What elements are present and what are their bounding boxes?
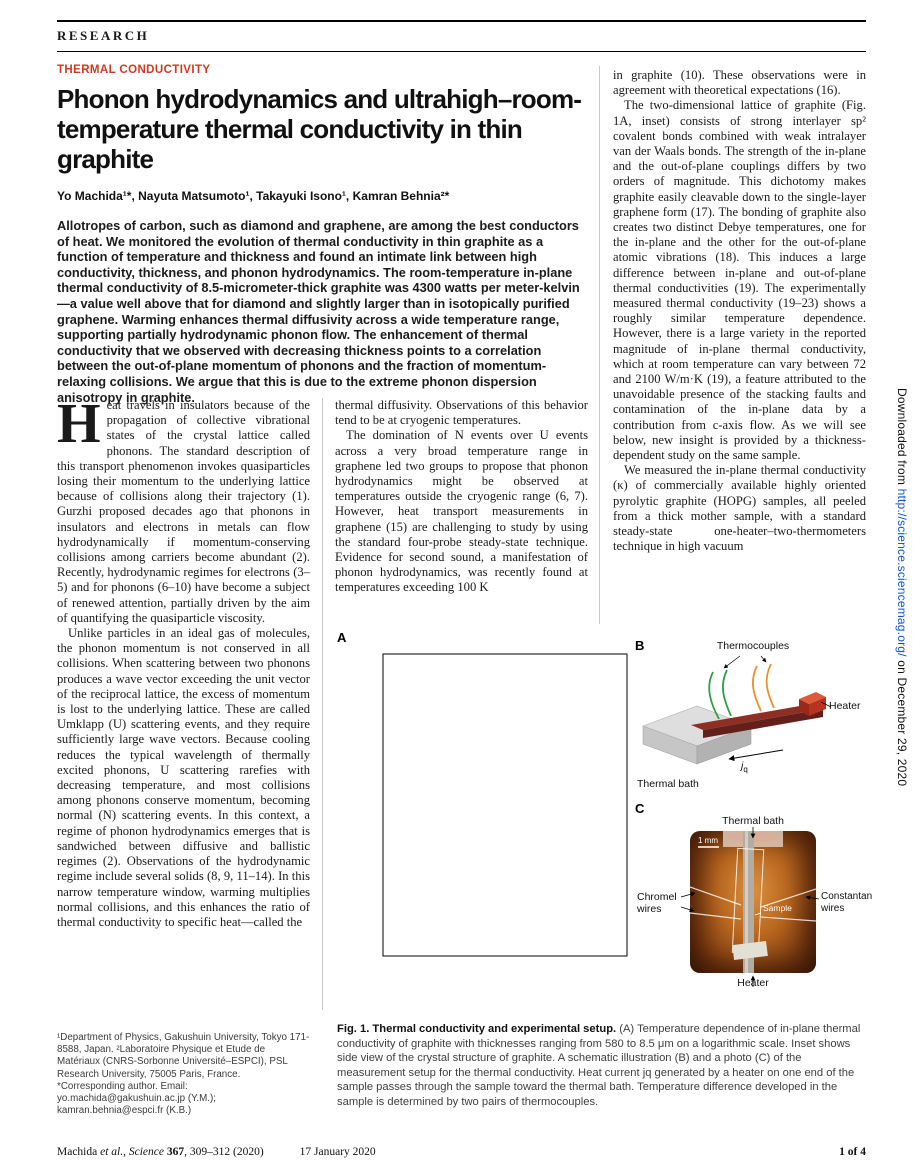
thermal-conductivity-chart (337, 644, 632, 1002)
thermocouples-arrow (761, 656, 766, 662)
heat-current-label (741, 760, 748, 776)
sample-label: Sample (763, 903, 792, 913)
caption-body: (A) Temperature dependence of in-plane thermal conductivity of graphite with thicknesses ranging from 580 to 8.5 μm on a logarithmic scale. Inset shows side view of the crystal structure of graphite. A schematic illustration (B) and a photo (C) of the measurement setup for the thermal conductivity. Heat current jq generated by a heater on one end of the sample passes through the sample toward the thermal bath. Temperature difference developed in the sample is determined by two pairs of thermocouples. (337, 1023, 861, 1108)
citation-etal: et al. (100, 1146, 124, 1158)
thermocouples-label: Thermocouples (716, 640, 790, 652)
citation-date: 17 January 2020 (299, 1146, 376, 1158)
chromel-wires-label: Chromel wires (637, 891, 677, 915)
body-paragraph: The two-dimensional lattice of graphite (Fig. 1A, inset) consists of strong interlayer sp² covalent bonds combined with weak intralayer van der Waals bonds. The strength of the in-plane and the out-of-plane couplings differs by two orders of magnitude. This dichotomy makes graphite easily cleavable down to the single-layer graphene form (17). The bonding of graphite also creates two distinct Debye temperatures, one for the in-plane and the other for the out-of-plane atomic vibrations (18). This induces a large difference between in-plane and out-of-plane thermal conductivities (19). The experimentally measured thermal conductivity (19–23) shows a roughly similar temperature dependence. However, there is a large variety in the reported magnitude of in-plane thermal conductivity, which at room temperature can vary between 72 and 2100 W/m·K (19), a feature attributed to the unavoidable presence of the stacking faults and contamination of the in-plane data by a contribution from c-axis flow. As we will see below, new insight is provided by a thickness-dependent study on the same sample. (613, 98, 866, 463)
panel-a-chart-wrap (337, 644, 632, 1004)
body-paragraph: The domination of N events over U events across a very broad temperature range in graphene led two groups to propose that phonon hydrodynamics might be observed at temperatures outside the cryogenic range (6, 7). However, heat transport measurements in graphene (15) are challenging to study by using the standard four-probe steady-state technique. Evidence for second sound, a manifestation of phonon hydrodynamics, was recently found at temperatures exceeding 100 K (335, 428, 588, 595)
page-folio: 1 of 4 (839, 1146, 866, 1158)
sample-photo (690, 831, 816, 973)
column-rule (322, 398, 323, 1010)
heat-current-arrow (729, 750, 783, 759)
article-title: Phonon hydrodynamics and ultrahigh–room-temperature thermal conductivity in thin graphite (57, 84, 582, 174)
jq-subscript: q (743, 765, 748, 775)
body-paragraph: Unlike particles in an ideal gas of molecules, the phonon momentum is not conserved in all collisions. When scattering between two phonons produces a wave vector exceeding the unit vector of the reciprocal lattice, the excess of momentum is lost to the underlying lattice. These are called Umklapp (U) scattering events, and they require sufficiently large wave vectors. Because cooling reduces the typical wavelength of thermally excited phonons, U scattering rarefies with decreasing temperature, and most collisions among phonons conserve momentum, becoming normal (N) scattering events. In this context, a regime of phonon hydrodynamics emerges that is sandwiched between diffusive and ballistic regimes (2). Observations of the hydrodynamic regime include several solids (8, 9, 11–14). In this narrow temperature window, warming multiplies normal collisions, and this enhances the ratio of thermal conductivity to specific heat—called the (57, 626, 310, 929)
heater-label: Heater (737, 977, 769, 989)
constantan-wire (761, 917, 816, 921)
caption-lead: Fig. 1. Thermal conductivity and experimental setup. (337, 1023, 617, 1035)
panel-b-label: B (635, 638, 645, 653)
column-rule (599, 66, 600, 624)
thermal-bath-label: Thermal bath (637, 778, 699, 790)
body-paragraph: in graphite (10). These observations were in agreement with theoretical expectations (16). (613, 68, 866, 98)
footer-citation (57, 1146, 376, 1158)
drop-cap: H (57, 393, 101, 455)
author-line: Yo Machida¹*, Nayuta Matsumoto¹, Takayuki Isono¹, Kamran Behnia²* (57, 189, 450, 203)
photo-overlay-drawing (690, 831, 816, 973)
chromel-wire (690, 913, 741, 919)
heater-chip (732, 941, 768, 960)
citation-sep: , (123, 1146, 129, 1158)
thermocouple-wire-orange (753, 666, 761, 711)
citation-journal: Science (128, 1146, 164, 1158)
constantan-wires-label: Constantan wires (821, 891, 873, 914)
jq-symbol: j (741, 760, 744, 772)
body-column-1 (57, 393, 310, 930)
scale-bar-label: 1 mm (698, 836, 718, 845)
panel-b-schematic (635, 638, 868, 802)
download-sidebar (895, 388, 909, 786)
body-paragraph (57, 393, 310, 626)
download-prefix: Downloaded from (895, 388, 909, 489)
body-column-3 (613, 68, 866, 555)
chromel-wire (690, 887, 741, 905)
affiliations: ¹Department of Physics, Gakushuin University, Tokyo 171-8588, Japan. ²Laboratoire Physique et Etude de Matériaux (CNRS-Sorbonne Université–ESPCI), PSL Research University, 75005 Paris, France. (57, 1032, 310, 1080)
citation-pages: , 309–312 (2020) (184, 1146, 264, 1158)
citation-volume: 367 (163, 1146, 185, 1158)
footnotes (57, 1032, 310, 1117)
research-band (57, 20, 866, 52)
download-suffix: on December 29, 2020 (895, 656, 909, 787)
body-paragraph: We measured the in-plane thermal conductivity (κ) of commercially available highly oriented pyrolytic graphite (HOPG) samples, all peeled from a thick mother sample, with a standard steady-state one-heater–two-thermometers technique in high vacuum (613, 463, 866, 554)
paragraph-text: eat travels in insulators because of the propagation of collective vibrational states of the crystal lattice called phonons. The standard description of this transport phenomenon invokes quasiparticles losing their momentum to the underlying lattice because of collisions along their trajectory (1). Gurzhi proposed decades ago that phonons in insulators and electrons in metals can flow hydrodynamically if momentum-conserving collisions among carriers become abundant (2). Recently, hydrodynamic regimes for electrons (3–5) and for phonons (6–10) have become a subject of renewed attention, partially driven by the aim of quantifying the quasiparticle viscosity. (57, 398, 310, 625)
panel-c-photo (635, 801, 873, 1010)
figure-caption (337, 1022, 868, 1110)
panel-c-label: C (635, 801, 645, 816)
abstract: Allotropes of carbon, such as diamond and graphene, are among the best conductors of heat. We monitored the evolution of thermal conductivity in thin graphite as a function of temperature and thickness and found an intimate link between high conductivity, thickness, and phonon hydrodynamics. The room-temperature in-plane thermal conductivity of 8.5-micrometer-thick graphite was 4300 watts per meter-kelvin—a value well above that for diamond and slightly larger than in isotopically purified graphene. Warming enhances thermal diffusivity across a wide temperature range, supporting partially hydrodynamic phonon flow. The enhancement of thermal conductivity that we observed with decreasing thickness points to a correlation between the out-of-plane momentum of phonons and the fraction of momentum-relaxing collisions. We argue that this is due to the extreme phonon dispersion anisotropy in graphite. (57, 218, 580, 405)
download-url-link[interactable]: http://science.sciencemag.org/ (895, 488, 909, 657)
heater-label: Heater (829, 700, 861, 712)
thermocouple-wire-orange (767, 664, 774, 708)
body-column-2 (335, 398, 588, 596)
panel-a-label: A (337, 630, 347, 645)
research-header: RESEARCH (57, 28, 150, 43)
corresponding-author: *Corresponding author. Email: yo.machida@gakushuin.ac.jp (Y.M.); kamran.behnia@espci.fr (K.B.) (57, 1080, 216, 1117)
article-lede (57, 64, 588, 405)
body-paragraph: thermal diffusivity. Observations of this behavior tend to be at cryogenic temperatures. (335, 398, 588, 428)
citation-authors: Machida (57, 1146, 101, 1158)
thermocouple-wire-green (723, 670, 731, 716)
thermocouples-arrow (724, 656, 740, 668)
thermal-bath-label: Thermal bath (722, 815, 784, 827)
section-label: THERMAL CONDUCTIVITY (57, 64, 211, 76)
figure-1 (335, 630, 873, 1130)
